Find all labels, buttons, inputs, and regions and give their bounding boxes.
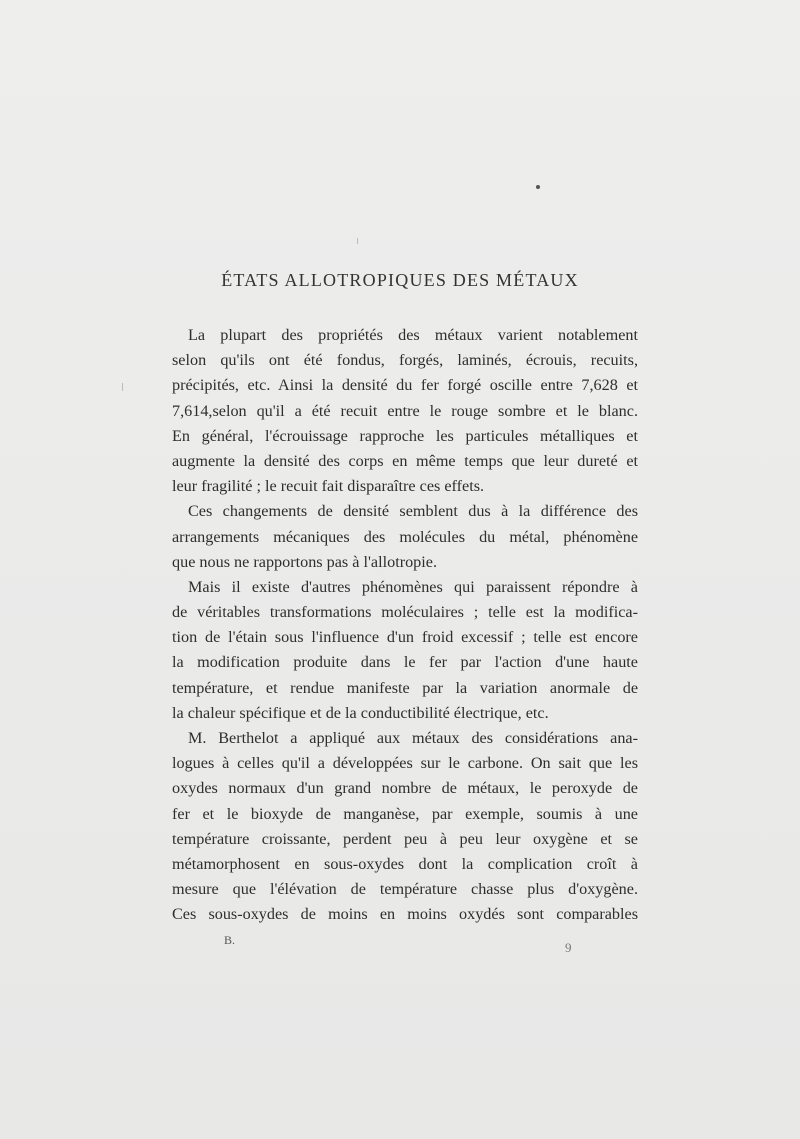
text-line: la modification produite dans le fer par l'action d'une haute: [172, 653, 638, 672]
text-line: selon qu'ils ont été fondus, forgés, laminés, écrouis, recuits,: [172, 351, 638, 370]
text-line: température, et rendue manifeste par la variation anormale de: [172, 678, 638, 697]
chapter-title: ÉTATS ALLOTROPIQUES DES MÉTAUX: [221, 270, 579, 290]
text-line: précipités, etc. Ainsi la densité du fer forgé oscille entre 7,628 et: [172, 376, 638, 395]
text-line: de véritables transformations moléculaires ; telle est la modifica-: [172, 603, 638, 622]
text-line: La plupart des propriétés des métaux varient notablement: [188, 326, 638, 344]
text-line: fer et le bioxyde de manganèse, par exemple, soumis à une: [172, 804, 638, 823]
text-line: leur fragilité ; le recuit fait disparaître ces effets.: [172, 477, 485, 496]
ink-dot: [536, 185, 540, 189]
text-line: mesure que l'élévation de température chasse plus d'oxygène.: [172, 880, 638, 899]
text-line: la chaleur spécifique et de la conductibilité électrique, etc.: [172, 703, 549, 722]
page-number: 9: [565, 940, 572, 955]
text-line: métamorphosent en sous-oxydes dont la complication croît à: [172, 854, 638, 873]
text-line: oxydes normaux d'un grand nombre de métaux, le peroxyde de: [172, 779, 638, 798]
text-line: 7,614,selon qu'il a été recuit entre le rouge sombre et le blanc.: [172, 401, 638, 420]
text-line: température croissante, perdent peu à peu leur oxygène et se: [172, 829, 638, 848]
text-line: Ces sous-oxydes de moins en moins oxydés sont comparables: [172, 905, 638, 924]
body-text: [172, 323, 638, 928]
text-line: En général, l'écrouissage rapproche les particules métalliques et: [172, 426, 638, 445]
paper-speck: [357, 238, 358, 244]
text-line: logues à celles qu'il a développées sur le carbone. On sait que les: [172, 754, 638, 773]
text-line: que nous ne rapportons pas à l'allotropie.: [172, 552, 437, 571]
text-line: tion de l'étain sous l'influence d'un froid excessif ; telle est encore: [172, 628, 638, 647]
text-line: M. Berthelot a appliqué aux métaux des considérations ana-: [188, 729, 638, 747]
text-line: arrangements mécaniques des molécules du métal, phénomène: [172, 527, 638, 546]
text-line: Ces changements de densité semblent dus à la différence des: [188, 502, 638, 521]
signature-mark: B.: [224, 933, 236, 947]
text-line: Mais il existe d'autres phénomènes qui paraissent répondre à: [188, 577, 638, 596]
text-line: augmente la densité des corps en même temps que leur dureté et: [172, 451, 638, 470]
paper-speck: [122, 383, 123, 391]
